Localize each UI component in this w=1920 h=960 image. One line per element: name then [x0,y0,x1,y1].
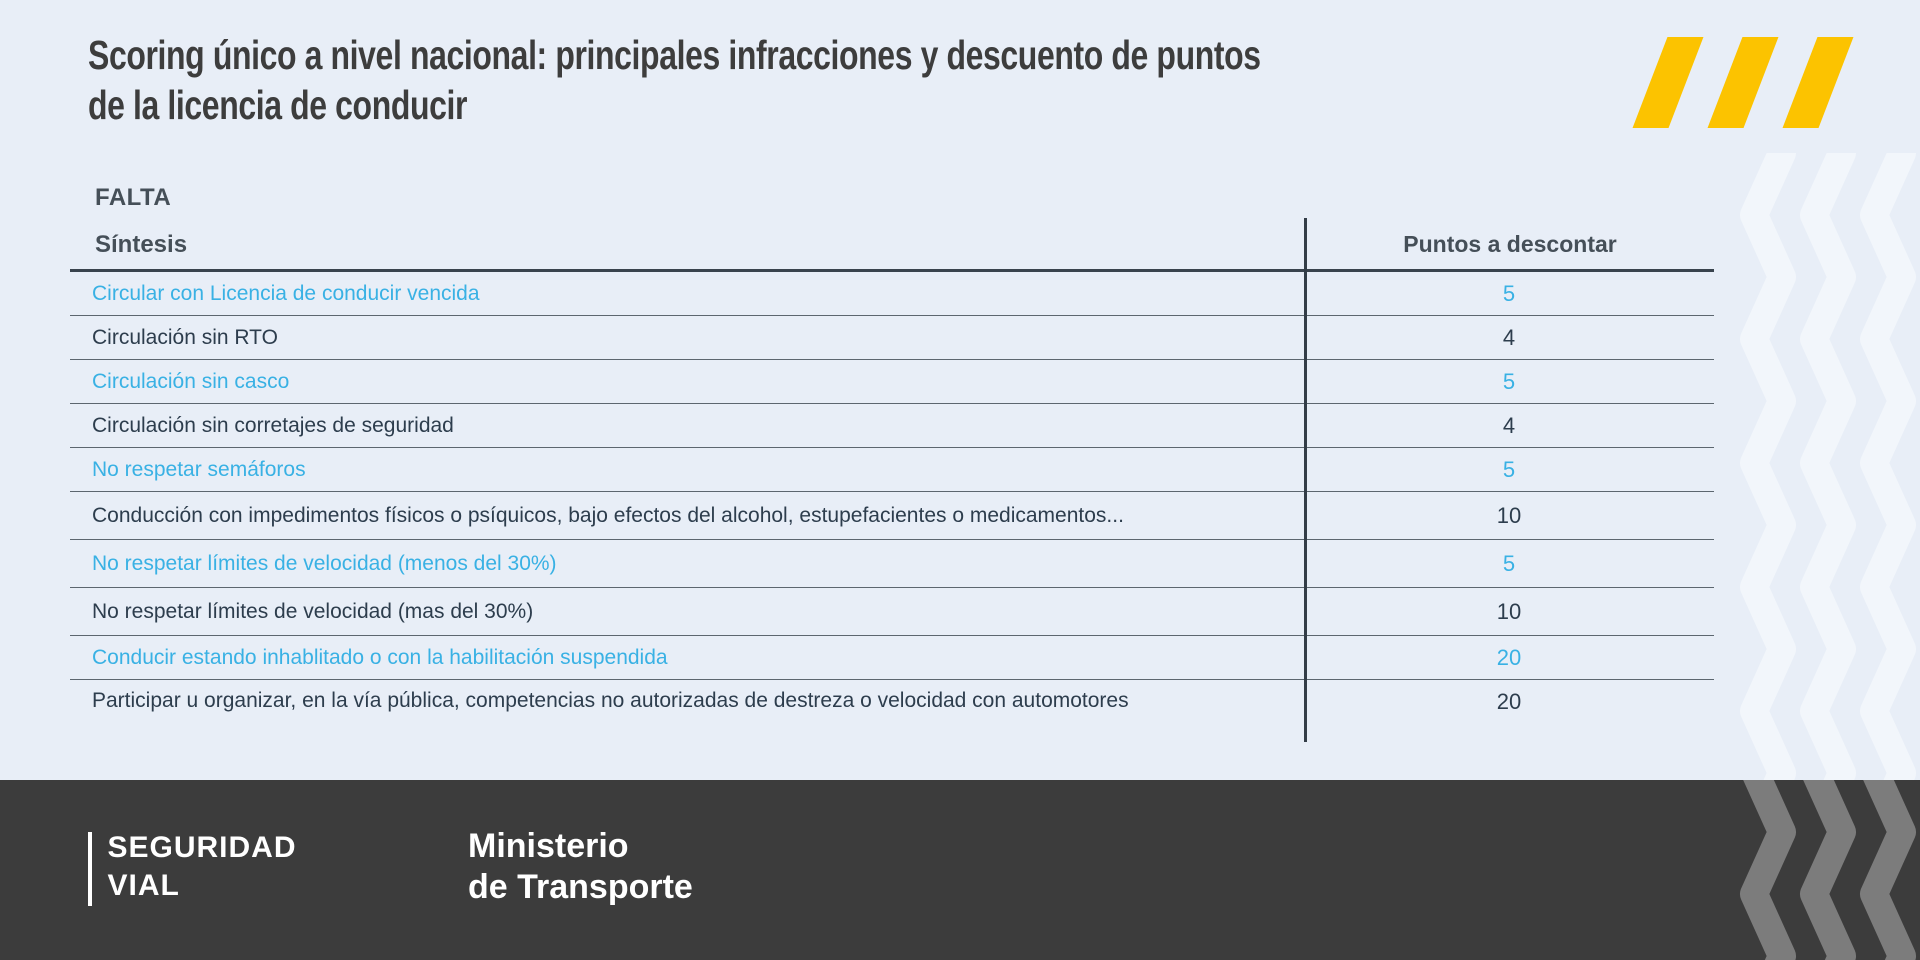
ministry-line2: de Transporte [468,868,693,906]
points-value: 5 [1502,456,1516,482]
points-value: 10 [1496,502,1522,528]
zigzag-pattern-light [1738,153,1920,780]
brand-slashes-icon [1650,37,1836,128]
points-value: 20 [1496,689,1522,714]
slash-icon [1783,37,1854,128]
infraction-label: Conducción con impedimentos físicos o psíquicos, bajo efectos del alcohol, estupefacientes o medicamentos... [92,503,1124,527]
table-row [70,404,1714,448]
table-row [70,272,1714,316]
table-body [70,272,1714,744]
seguridad-vial-logo [88,829,297,906]
table-row [70,448,1714,492]
table-row [70,316,1714,360]
page-title-line1: Scoring único a nivel nacional: principales infracciones y descuento de puntos [88,32,1261,78]
logo-text-line2: VIAL [107,869,180,902]
points-value: 5 [1502,550,1516,576]
infraction-label: No respetar semáforos [92,457,306,481]
zigzag-pattern-dark [1738,780,1920,960]
column-divider [1304,218,1307,742]
infraction-label: No respetar límites de velocidad (mas del 30%) [92,599,534,623]
infraction-label: Circulación sin casco [92,369,290,393]
table-row [70,360,1714,404]
column-header-sintesis: Síntesis [95,231,188,258]
points-value: 4 [1502,412,1516,438]
infraction-label: Conducir estando inhablitado o con la habilitación suspendida [92,645,668,669]
table-group-header: FALTA [95,184,172,211]
table-row [70,588,1714,636]
points-value: 4 [1502,324,1516,350]
ministry-name [468,826,693,908]
infraction-label: Participar u organizar, en la vía pública, competencias no autorizadas de destreza o velocidad con automotores [92,689,1129,712]
page-title-line2: de la licencia de conducir [88,82,468,128]
logo-text-line1: SEGURIDAD [107,831,297,864]
table-row [70,540,1714,588]
table-row [70,680,1714,744]
footer-bar [0,780,1920,960]
table-row [70,492,1714,540]
column-header-puntos: Puntos a descontar [1403,231,1617,257]
infraction-label: No respetar límites de velocidad (menos del 30%) [92,551,557,575]
slash-icon [1708,37,1779,128]
points-value: 10 [1496,598,1522,624]
infraction-label: Circulación sin RTO [92,325,278,349]
table-row [70,636,1714,680]
infraction-label: Circulación sin corretajes de seguridad [92,413,454,437]
logo-bar-icon [88,832,92,906]
slash-icon [1633,37,1704,128]
ministry-line1: Ministerio [468,827,629,865]
points-value: 5 [1502,280,1516,306]
points-value: 20 [1496,644,1522,670]
logo-text [108,829,297,906]
infraction-label: Circular con Licencia de conducir vencida [92,281,480,305]
page-title [88,30,1261,130]
points-value: 5 [1502,368,1516,394]
